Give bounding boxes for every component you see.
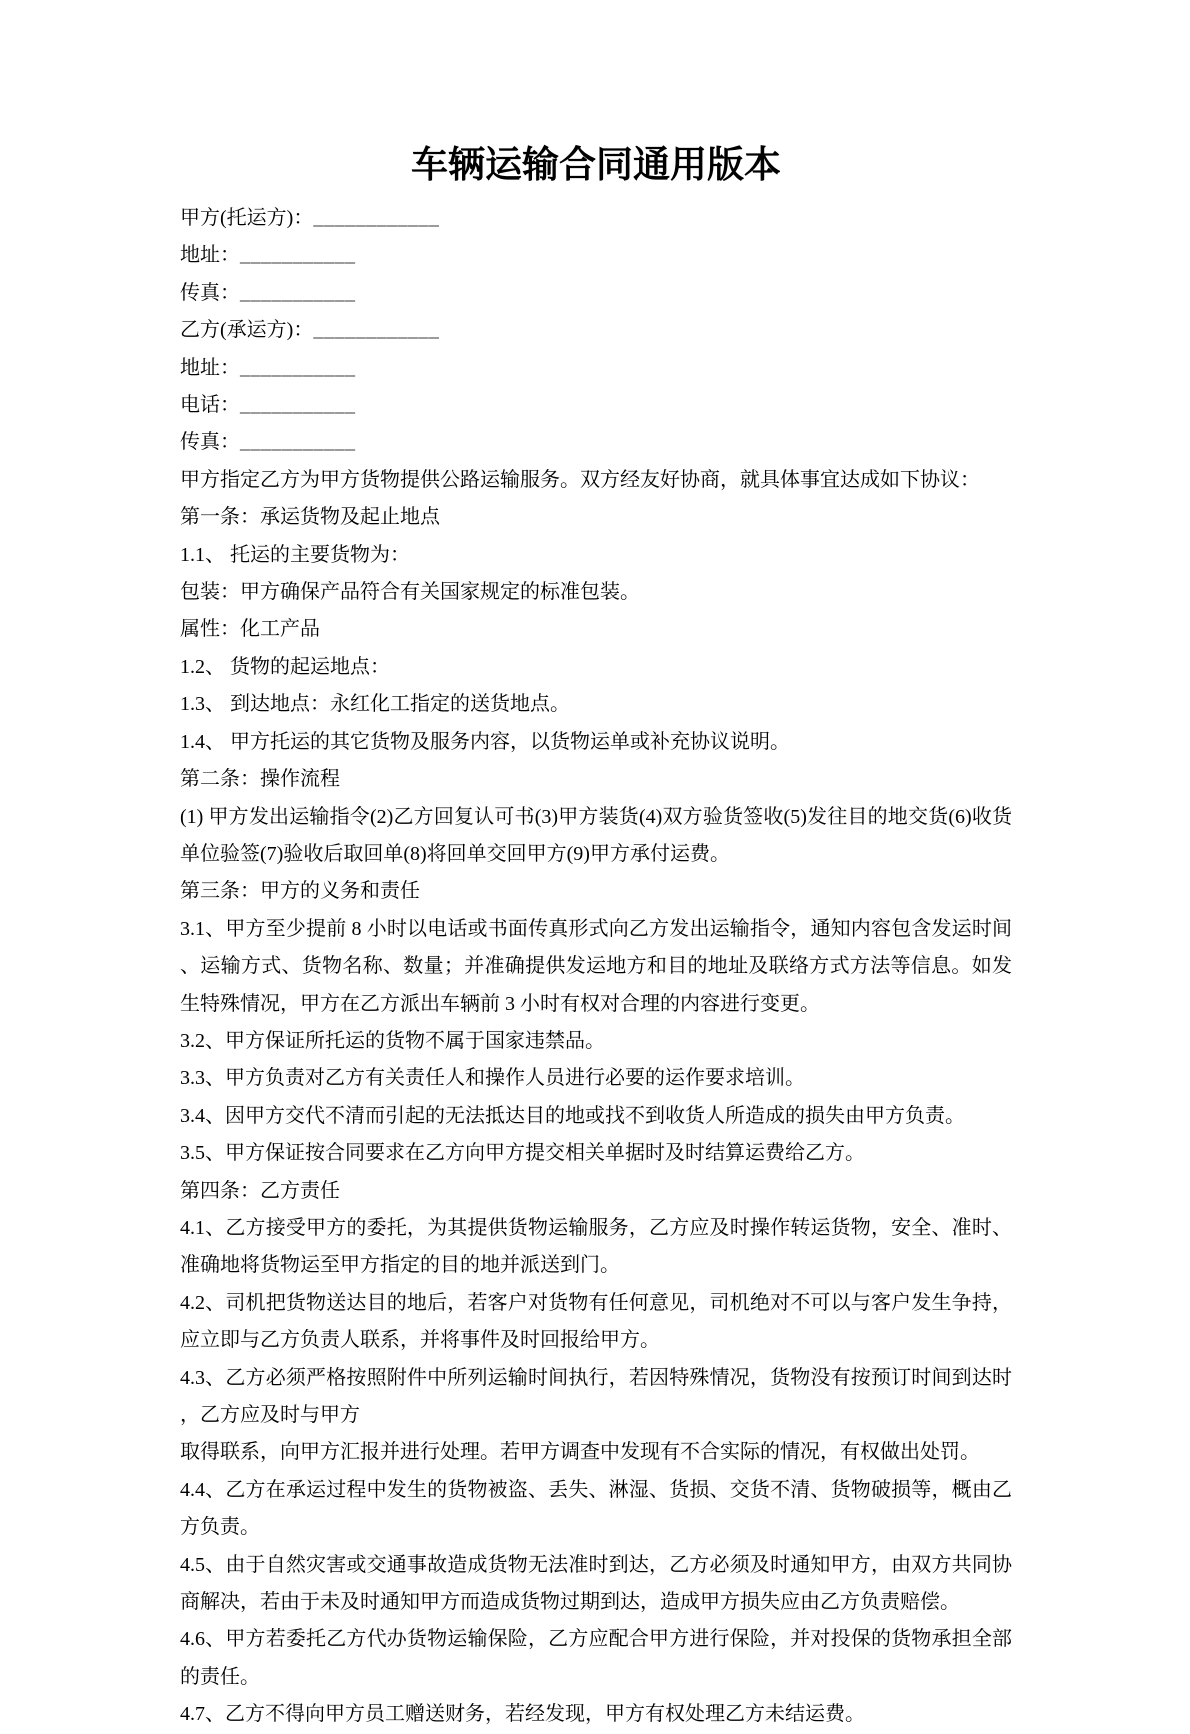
- party-field-label: 电话：: [180, 394, 240, 417]
- party-field-blank-underline: ___________: [240, 356, 356, 379]
- party-field-label: 乙方(承运方)：: [180, 319, 314, 342]
- party-field-line: [180, 350, 1012, 387]
- clause-paragraph: 4.6、甲方若委托乙方代办货物运输保险，乙方应配合甲方进行保险，并对投保的货物承担全部的责任。: [180, 1628, 1012, 1688]
- clause-paragraph: 包装：甲方确保产品符合有关国家规定的标准包装。: [180, 581, 640, 604]
- clause-paragraph: 1.4、 甲方托运的其它货物及服务内容，以货物运单或补充协议说明。: [180, 730, 790, 753]
- clause-paragraph: 3.2、甲方保证所托运的货物不属于国家违禁品。: [180, 1029, 605, 1052]
- party-field-label: 地址：: [180, 244, 240, 267]
- party-field-line: [180, 387, 1012, 424]
- clause-paragraph: 4.4、乙方在承运过程中发生的货物被盗、丢失、淋湿、货损、交货不清、货物破损等，概由乙方负责。: [180, 1478, 1012, 1539]
- clause-paragraph: 4.5、由于自然灾害或交通事故造成货物无法准时到达，乙方必须及时通知甲方，由双方共同协商解决，若由于未及时通知甲方而造成货物过期到达，造成甲方损失应由乙方负责赔偿。: [180, 1553, 1012, 1614]
- clause-paragraph: 3.5、甲方保证按合同要求在乙方向甲方提交相关单据时及时结算运费给乙方。: [180, 1142, 865, 1165]
- clause-paragraph: 1.2、 货物的起运地点：: [180, 655, 390, 678]
- clause-paragraph: 3.4、因甲方交代不清而引起的无法抵达目的地或找不到收货人所造成的损失由甲方负责。: [180, 1104, 965, 1127]
- party-field-blank-underline: ___________: [240, 431, 356, 454]
- clause-paragraph: 取得联系，向甲方汇报并进行处理。若甲方调查中发现有不合实际的情况，有权做出处罚。: [180, 1441, 980, 1464]
- clause-paragraph: 4.3、乙方必须严格按照附件中所列运输时间执行，若因特殊情况，货物没有按预订时间到达时，乙方应及时与甲方: [180, 1366, 1012, 1426]
- party-field-blank-underline: ___________: [240, 244, 356, 267]
- party-field-blank-underline: ___________: [240, 394, 356, 417]
- party-field-label: 地址：: [180, 356, 240, 379]
- clause-paragraph: (1) 甲方发出运输指令(2)乙方回复认可书(3)甲方装货(4)双方验货签收(5)发往目的地交货(6)收货单位验签(7)验收后取回单(8)将回单交回甲方(9)甲方承付运费。: [180, 805, 1012, 865]
- party-field-line: [180, 200, 1012, 237]
- party-field-label: 传真：: [180, 281, 240, 304]
- party-field-label: 传真：: [180, 431, 240, 454]
- party-info-section: [180, 200, 1012, 462]
- contract-clauses-section: [180, 462, 1012, 1734]
- party-field-blank-underline: ___________: [240, 281, 356, 304]
- clause-paragraph: 第四条：乙方责任: [180, 1179, 340, 1202]
- document-title: 车辆运输合同通用版本: [411, 145, 781, 186]
- clause-paragraph: 第三条：甲方的义务和责任: [180, 880, 420, 903]
- clause-paragraph: 1.1、 托运的主要货物为：: [180, 543, 410, 566]
- party-field-blank-underline: ____________: [313, 319, 440, 342]
- clause-paragraph: 第二条：操作流程: [180, 768, 340, 791]
- party-field-line: [180, 424, 1012, 461]
- party-field-line: [180, 275, 1012, 312]
- party-field-label: 甲方(托运方)：: [180, 207, 314, 229]
- clause-paragraph: 4.2、司机把货物送达目的地后，若客户对货物有任何意见，司机绝对不可以与客户发生争持，应立即与乙方负责人联系，并将事件及时回报给甲方。: [180, 1291, 1012, 1352]
- party-field-line: [180, 237, 1012, 274]
- party-field-line: [180, 312, 1012, 349]
- clause-paragraph: 1.3、 到达地点：永红化工指定的送货地点。: [180, 693, 570, 716]
- clause-paragraph: 4.1、乙方接受甲方的委托，为其提供货物运输服务，乙方应及时操作转运货物，安全、准时、准确地将货物运至甲方指定的目的地并派送到门。: [180, 1216, 1012, 1277]
- clause-paragraph: 第一条：承运货物及起止地点: [180, 506, 440, 529]
- clause-paragraph: 属性：化工产品: [180, 618, 320, 641]
- clause-paragraph: 4.7、乙方不得向甲方员工赠送财务，若经发现，甲方有权处理乙方未结运费。: [180, 1703, 865, 1726]
- clause-paragraph: 3.1、甲方至少提前 8 小时以电话或书面传真形式向乙方发出运输指令，通知内容包含发运时间、运输方式、货物名称、数量；并准确提供发运地方和目的地址及联络方式方法等信息。如发生特殊情况，甲方在乙方派出车辆前 3 小时有权对合理的内容进行变更。: [180, 917, 1012, 1015]
- clause-paragraph: 甲方指定乙方为甲方货物提供公路运输服务。双方经友好协商，就具体事宜达成如下协议：: [180, 468, 980, 491]
- clause-paragraph: 3.3、甲方负责对乙方有关责任人和操作人员进行必要的运作要求培训。: [180, 1067, 805, 1090]
- party-field-blank-underline: ____________: [313, 207, 440, 229]
